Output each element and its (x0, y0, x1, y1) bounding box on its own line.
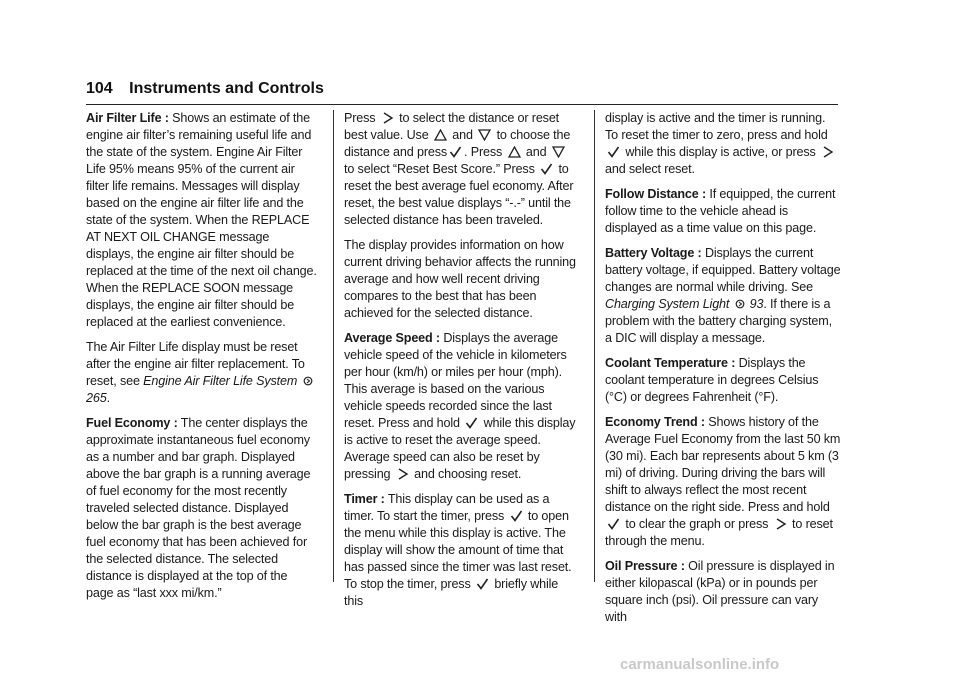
fuel-economy-paragraph (86, 415, 318, 602)
follow-distance-paragraph (605, 186, 841, 237)
text-choose-distance: to choose the distance and press (344, 128, 571, 159)
column-divider (594, 110, 595, 582)
coolant-temperature-text: Displays the coolant temperature in degrees Celsius (°C) or degrees Fahrenheit (°F). (605, 356, 819, 404)
column-2 (344, 110, 580, 618)
timer-text: This display can be used as a timer. To start the timer, press (344, 492, 550, 523)
term-fuel-economy: Fuel Economy : (86, 416, 178, 430)
oil-pressure-paragraph (605, 558, 841, 626)
average-speed-text-2: while this display is active to reset the average speed. Average speed can also be reset by pressing (344, 416, 576, 481)
text-press: Press (344, 111, 376, 125)
term-economy-trend: Economy Trend : (605, 415, 705, 429)
coolant-temperature-paragraph (605, 355, 841, 406)
up-arrow-icon (434, 129, 447, 141)
fuel-economy-text: The center displays the approximate instantaneous fuel economy as a number and bar graph. Displayed above the bar graph is a running average of fuel economy for the most recently traveled selected distance. Displayed below the bar graph is the best average fuel economy that has been achieved for the selected distance. The selected distance is displayed at the top of the page as “last xxx mi/km.” (86, 416, 311, 600)
down-arrow-icon (552, 146, 565, 158)
display-info-paragraph: The display provides information on how current driving behavior affects the running average and how well recent driving compares to the best that has been achieved for the selected distance. (344, 238, 576, 320)
checkmark-icon (465, 417, 478, 429)
text-select-distance: to select the distance or reset best value. Use (344, 111, 560, 142)
right-arrow-icon (821, 146, 834, 158)
term-coolant-temperature: Coolant Temperature : (605, 356, 736, 370)
timer-text-2: to open the menu while this display is active. The display will show the amount of time that has passed since the timer was last reset. To stop the timer, press (344, 509, 572, 591)
checkmark-icon (476, 578, 489, 590)
checkmark-icon (607, 518, 620, 530)
checkmark-icon (607, 146, 620, 158)
economy-trend-text-3: to reset through the menu. (605, 517, 833, 548)
battery-voltage-text: Displays the current battery voltage, if equipped. Battery voltage changes are normal while driving. See (605, 246, 841, 294)
timer-reset-text: display is active and the timer is running. To reset the timer to zero, press and hold (605, 111, 828, 142)
timer-reset-text-3: and select reset. (605, 162, 695, 176)
text-press: . Press (464, 145, 503, 159)
air-filter-text: Shows an estimate of the engine air filter’s remaining useful life and the state of the system. Engine Air Filter Life 95% means 95% of the current air filter life remains. Messages will display based on the engine air filter life and the state of the system. When the REPLACE AT NEXT OIL CHANGE message displays, the engine air filter should be replaced at the time of the next oil change. When the REPLACE SOON message displays, the engine air filter should be replaced at the earliest convenience. (86, 111, 317, 329)
checkmark-icon (510, 510, 523, 522)
page-ref-icon (735, 298, 748, 310)
ref-air-filter-life-system[interactable]: Engine Air Filter Life System (143, 374, 298, 388)
average-speed-text-3: and choosing reset. (414, 467, 522, 481)
timer-reset-text-2: while this display is active, or press (625, 145, 816, 159)
average-speed-paragraph (344, 330, 580, 483)
timer-paragraph (344, 491, 580, 610)
column-divider (333, 110, 334, 582)
term-battery-voltage: Battery Voltage : (605, 246, 702, 260)
text-reset-best-score: to select “Reset Best Score.” Press (344, 162, 535, 176)
term-oil-pressure: Oil Pressure : (605, 559, 685, 573)
right-arrow-icon (381, 112, 394, 124)
timer-text-3: briefly while this (344, 577, 559, 608)
page-number: 104 (86, 80, 113, 97)
text-reset-best-average: to reset the best average fuel economy. After reset, the best value displays “-.-” until the selected distance has been traveled. (344, 162, 574, 227)
page-ref-icon (303, 375, 316, 387)
checkmark-icon (449, 146, 462, 158)
term-timer: Timer : (344, 492, 385, 506)
right-arrow-icon (774, 518, 787, 530)
term-follow-distance: Follow Distance : (605, 187, 707, 201)
down-arrow-icon (478, 129, 491, 141)
checkmark-icon (540, 163, 553, 175)
column-1 (86, 110, 318, 610)
air-filter-paragraph (86, 110, 318, 331)
ref-page-93[interactable]: 93 (749, 297, 764, 311)
term-air-filter-life: Air Filter Life : (86, 111, 169, 125)
economy-trend-text: Shows history of the Average Fuel Economy from the last 50 km (30 mi). Each bar represents about 5 km (3 mi) of driving. During driving the bars will shift to always reflect the most recent distance on the right side. Press and hold (605, 415, 841, 514)
watermark: carmanualsonline.info (620, 656, 780, 673)
battery-voltage-text-2: . If there is a problem with the battery charging system, a DIC will display a message. (605, 297, 832, 345)
text-and: and (525, 145, 547, 159)
text-and: and (452, 128, 473, 142)
follow-distance-text: If equipped, the current follow time to the vehicle ahead is displayed as a time value on this page. (605, 187, 836, 235)
economy-trend-paragraph (605, 414, 841, 550)
reset-paragraph (86, 339, 318, 407)
average-speed-text: Displays the average vehicle speed of the vehicle in kilometers per hour (km/h) or miles per hour (mph). This average is based on the various vehicle speeds recorded since the last reset. Press and hold (344, 331, 567, 430)
reset-text: The Air Filter Life display must be reset after the engine air filter replacement. To reset, see (86, 340, 305, 388)
economy-trend-text-2: to clear the graph or press (625, 517, 769, 531)
up-arrow-icon (508, 146, 521, 158)
timer-continued-paragraph (605, 110, 841, 178)
section-title: Instruments and Controls (129, 80, 324, 97)
ref-page-265[interactable]: 265 (86, 391, 107, 405)
fuel-reset-paragraph (344, 110, 580, 229)
oil-pressure-text: Oil pressure is displayed in either kilopascal (kPa) or in pounds per square inch (psi). Oil pressure can vary with (605, 559, 835, 624)
term-average-speed: Average Speed : (344, 331, 440, 345)
ref-charging-system-light[interactable]: Charging System Light (605, 297, 730, 311)
battery-voltage-paragraph (605, 245, 841, 347)
column-3 (605, 110, 841, 634)
page-header (86, 80, 838, 105)
reset-end: . (106, 391, 110, 405)
right-arrow-icon (396, 468, 409, 480)
